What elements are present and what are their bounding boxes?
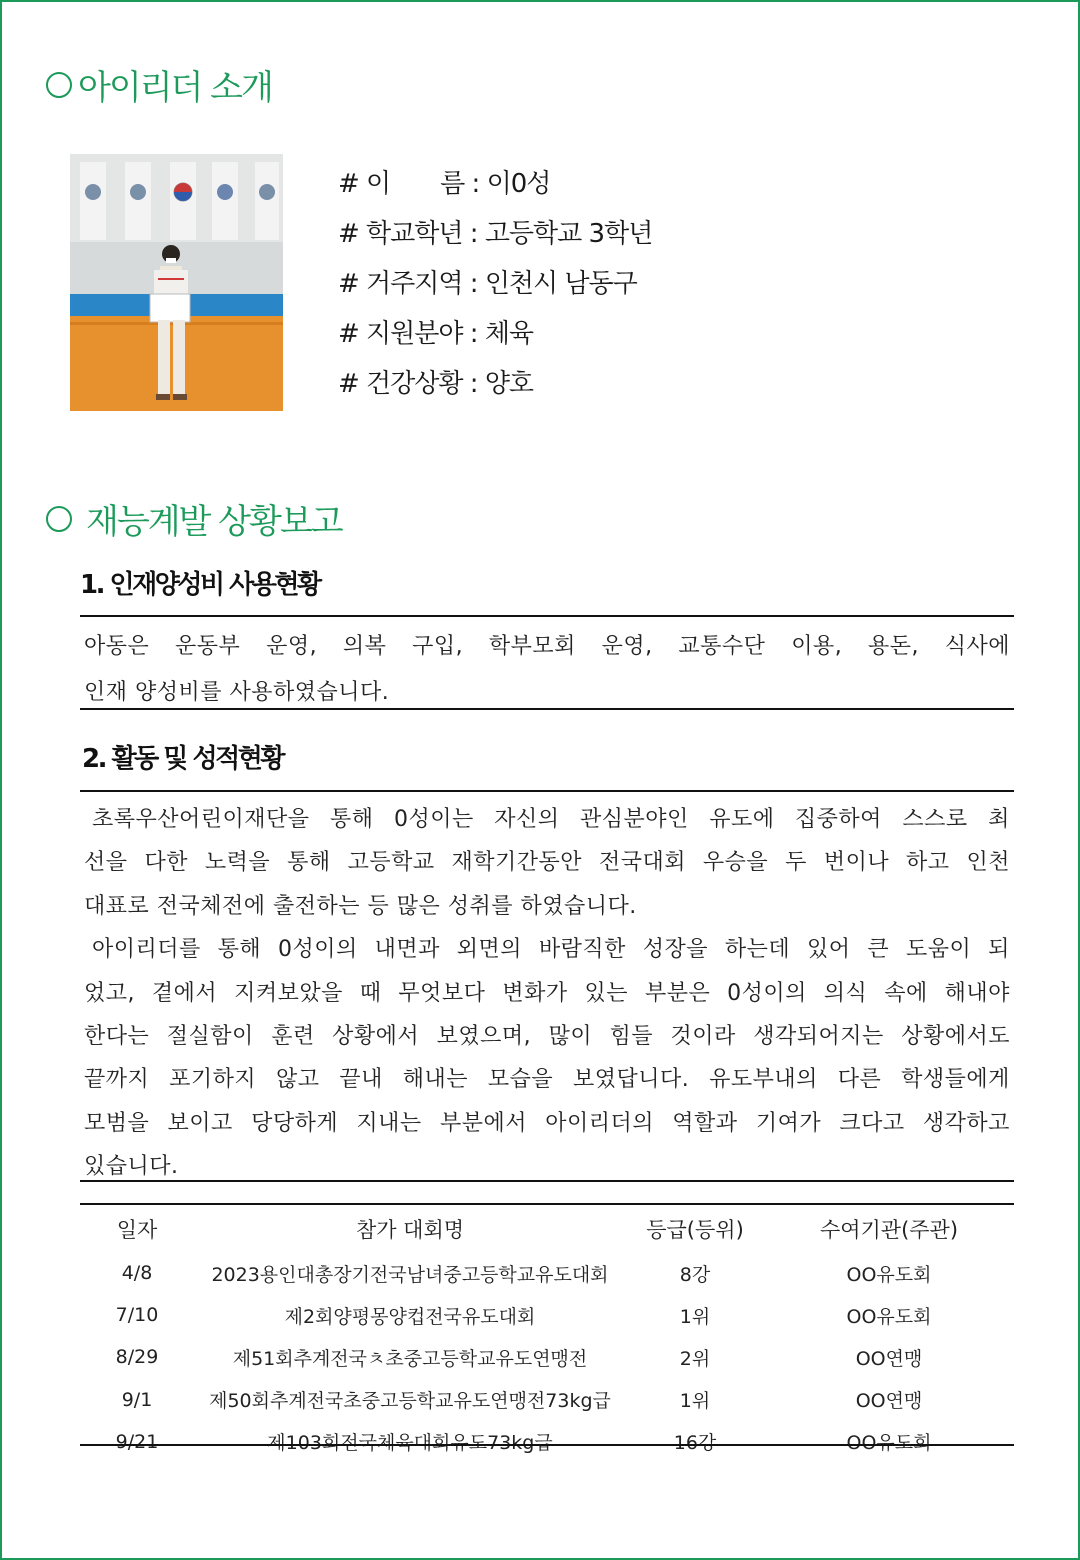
column-header: 참가 대회명: [355, 1218, 465, 1242]
profile-label: # 학교학년 :: [338, 219, 485, 249]
subheading-budget: 1. 인재양성비 사용현황: [80, 570, 320, 600]
table-header-row: [80, 1206, 1014, 1252]
word: 인천: [966, 850, 1010, 876]
cell-date: 4/8: [121, 1262, 153, 1285]
word: 성장을: [642, 937, 709, 963]
word: 아이리더를: [92, 937, 201, 963]
word: 당당하게: [251, 1110, 339, 1136]
cell-organizer: OO연맹: [855, 1390, 923, 1413]
cell-date: 8/29: [115, 1346, 159, 1369]
word: 곁에서: [151, 980, 218, 1006]
word: 학생들에게: [901, 1067, 1010, 1093]
cell-competition: 제103회전국체육대회유도73kg급: [267, 1432, 553, 1455]
word: 끝내: [339, 1067, 383, 1093]
table-row: [80, 1421, 1014, 1463]
word: 보였답니다.: [573, 1067, 690, 1093]
word: 식사에: [944, 634, 1010, 659]
profile-value: 고등학교 3학년: [484, 219, 653, 249]
word: 었고,: [84, 980, 135, 1006]
profile-row-name: [338, 162, 652, 212]
divider: [80, 615, 1014, 617]
word: 다한: [144, 850, 188, 876]
word: 다른: [837, 1067, 882, 1093]
word: 부분은: [644, 980, 711, 1006]
word: 통해: [330, 807, 374, 832]
word: 보이고: [167, 1110, 233, 1136]
activity-line: [84, 928, 1010, 971]
word: 유도에: [709, 807, 775, 832]
profile-row-school: [338, 212, 652, 262]
word: 힘들: [609, 1024, 654, 1050]
profile-info: [338, 162, 652, 412]
budget-text: [84, 624, 1010, 716]
profile-photo: [70, 154, 283, 411]
word: 번이나: [823, 850, 890, 876]
word: 있는: [584, 980, 629, 1006]
word: 큰: [867, 937, 890, 963]
word: 의복: [342, 634, 387, 659]
cell-rank: 16강: [673, 1432, 717, 1455]
section-title-text: 재능계발 상황보고: [86, 502, 342, 542]
activity-line: 있습니다.: [84, 1154, 179, 1180]
divider: [80, 708, 1014, 710]
word: 훈련: [271, 1024, 315, 1050]
word: 절실함이: [166, 1024, 254, 1050]
word: 아이리더의: [545, 1110, 654, 1136]
word: 바람직한: [538, 937, 626, 963]
word: 도움이: [906, 937, 972, 963]
cell-organizer: OO유도회: [846, 1432, 932, 1455]
profile-value: 체육: [484, 319, 534, 349]
word: 0성이의: [278, 937, 358, 963]
section-title-report: [46, 494, 342, 543]
profile-value: 이0성: [486, 169, 551, 199]
budget-line: 인재 양성비를 사용하였습니다.: [84, 680, 390, 705]
column-header: 일자: [116, 1218, 158, 1242]
word: 집중하여: [794, 807, 882, 832]
cell-competition: 제2회양평몽양컵전국유도대회: [284, 1305, 536, 1328]
word: 않고: [276, 1067, 320, 1093]
word: 교통수단: [678, 634, 766, 659]
word: 관심분야인: [579, 807, 689, 832]
word: 한다는: [84, 1024, 150, 1050]
profile-value: 인천시 남동구: [484, 269, 637, 299]
cell-competition: 2023용인대총장기전국남녀중고등학교유도대회: [211, 1263, 609, 1286]
word: 고등학교: [347, 850, 435, 876]
profile-label: # 지원분야 :: [338, 319, 485, 349]
word: 지내는: [356, 1110, 422, 1136]
profile-value: 양호: [484, 369, 534, 399]
section-title-text: 아이리더 소개: [78, 68, 272, 108]
activity-line: 대표로 전국체전에 출전하는 등 많은 성취를 하였습니다.: [84, 893, 637, 919]
word: 전국대회: [598, 850, 686, 876]
profile-row-field: [338, 312, 652, 362]
word: 우승을: [702, 850, 769, 876]
cell-rank: 1위: [679, 1305, 711, 1328]
word: 유도부내의: [709, 1067, 818, 1093]
word: 있어: [807, 937, 851, 963]
activity-line: [84, 972, 1010, 1015]
word: 0성이는: [393, 807, 474, 832]
word: 이용,: [791, 634, 843, 659]
word: 재학기간동안: [451, 850, 583, 876]
word: 역할과: [672, 1110, 738, 1136]
word: 변화가: [502, 980, 568, 1006]
activity-line: [84, 1102, 1010, 1145]
activity-text: [84, 798, 1010, 1189]
word: 해내야: [944, 980, 1010, 1006]
word: 모범을: [84, 1110, 150, 1136]
cell-date: 7/10: [115, 1304, 159, 1327]
word: 노력을: [204, 850, 271, 876]
word: 통해: [217, 937, 262, 963]
word: 초록우산어린이재단을: [92, 807, 310, 832]
word: 의식: [823, 980, 868, 1006]
word: 지켜보았을: [234, 980, 343, 1006]
cell-rank: 8강: [679, 1263, 711, 1286]
divider: [80, 790, 1014, 792]
section-title-intro: [46, 60, 272, 109]
word: 보였으며,: [436, 1024, 532, 1050]
word: 아동은: [84, 634, 150, 659]
word: 0성이의: [727, 980, 807, 1006]
word: 끝까지: [84, 1067, 150, 1093]
word: 무엇보다: [398, 980, 486, 1006]
word: 용돈,: [867, 634, 919, 659]
table-row: [80, 1252, 1014, 1294]
cell-organizer: OO연맹: [855, 1347, 923, 1370]
word: 기여가: [755, 1110, 822, 1136]
profile-row-health: [338, 362, 652, 412]
cell-date: 9/1: [121, 1388, 153, 1411]
divider: [80, 1203, 1014, 1205]
column-header: 등급(등위): [646, 1218, 744, 1242]
word: 생각하고: [922, 1110, 1010, 1136]
word: 운동부: [175, 634, 241, 659]
cell-organizer: OO유도회: [846, 1305, 932, 1328]
word: 크다고: [839, 1110, 905, 1136]
activity-line: [84, 798, 1010, 841]
word: 하는데: [724, 937, 791, 963]
profile-label: # 거주지역 :: [338, 269, 485, 299]
cell-rank: 2위: [679, 1347, 711, 1370]
divider: [80, 1444, 1014, 1446]
word: 부분에서: [439, 1110, 527, 1136]
subheading-activities: 2. 활동 및 성적현황: [82, 744, 283, 774]
budget-line: [84, 624, 1010, 670]
circle-icon: [46, 506, 72, 532]
word: 외면의: [456, 937, 523, 963]
cell-competition: 제51회추계전국ㅊ초중고등학교유도연맹전: [232, 1347, 588, 1370]
activity-line: [84, 1015, 1010, 1058]
word: 자신의: [494, 807, 560, 832]
word: 선을: [84, 850, 128, 876]
word: 속에: [884, 980, 928, 1006]
word: 스스로: [902, 807, 968, 832]
circle-icon: [46, 72, 72, 98]
table-row: [80, 1294, 1014, 1336]
activity-line: [84, 1058, 1010, 1101]
word: 생각되어지는: [753, 1024, 884, 1050]
table-row: [80, 1336, 1014, 1378]
word: 많이: [548, 1024, 593, 1050]
word: 통해: [287, 850, 331, 876]
table-row: [80, 1379, 1014, 1421]
word: 두: [785, 850, 807, 876]
word: 포기하지: [169, 1067, 257, 1093]
cell-rank: 1위: [679, 1390, 711, 1413]
word: 운영,: [601, 634, 653, 659]
word: 해내는: [402, 1067, 469, 1093]
word: 때: [359, 980, 382, 1006]
word: 상황에서도: [901, 1024, 1010, 1050]
word: 학부모회: [488, 634, 576, 659]
word: 운영,: [266, 634, 318, 659]
profile-row-region: [338, 262, 652, 312]
word: 모습을: [487, 1067, 554, 1093]
word: 하고: [906, 850, 950, 876]
profile-label: # 이 름 :: [338, 169, 487, 199]
word: 구입,: [412, 634, 464, 659]
column-header: 수여기관(주관): [819, 1218, 959, 1242]
awards-table: [80, 1206, 1014, 1463]
cell-date: 9/21: [115, 1430, 159, 1453]
profile-label: # 건강상황 :: [338, 369, 485, 399]
word: 것이라: [670, 1024, 736, 1050]
word: 되: [988, 937, 1010, 963]
word: 상황에서: [332, 1024, 420, 1050]
cell-organizer: OO유도회: [846, 1263, 932, 1286]
divider: [80, 1180, 1014, 1182]
cell-competition: 제50회추계전국초중고등학교유도연맹전73kg급: [209, 1390, 611, 1413]
word: 내면과: [374, 937, 440, 963]
activity-line: [84, 841, 1010, 884]
word: 최: [988, 807, 1010, 832]
